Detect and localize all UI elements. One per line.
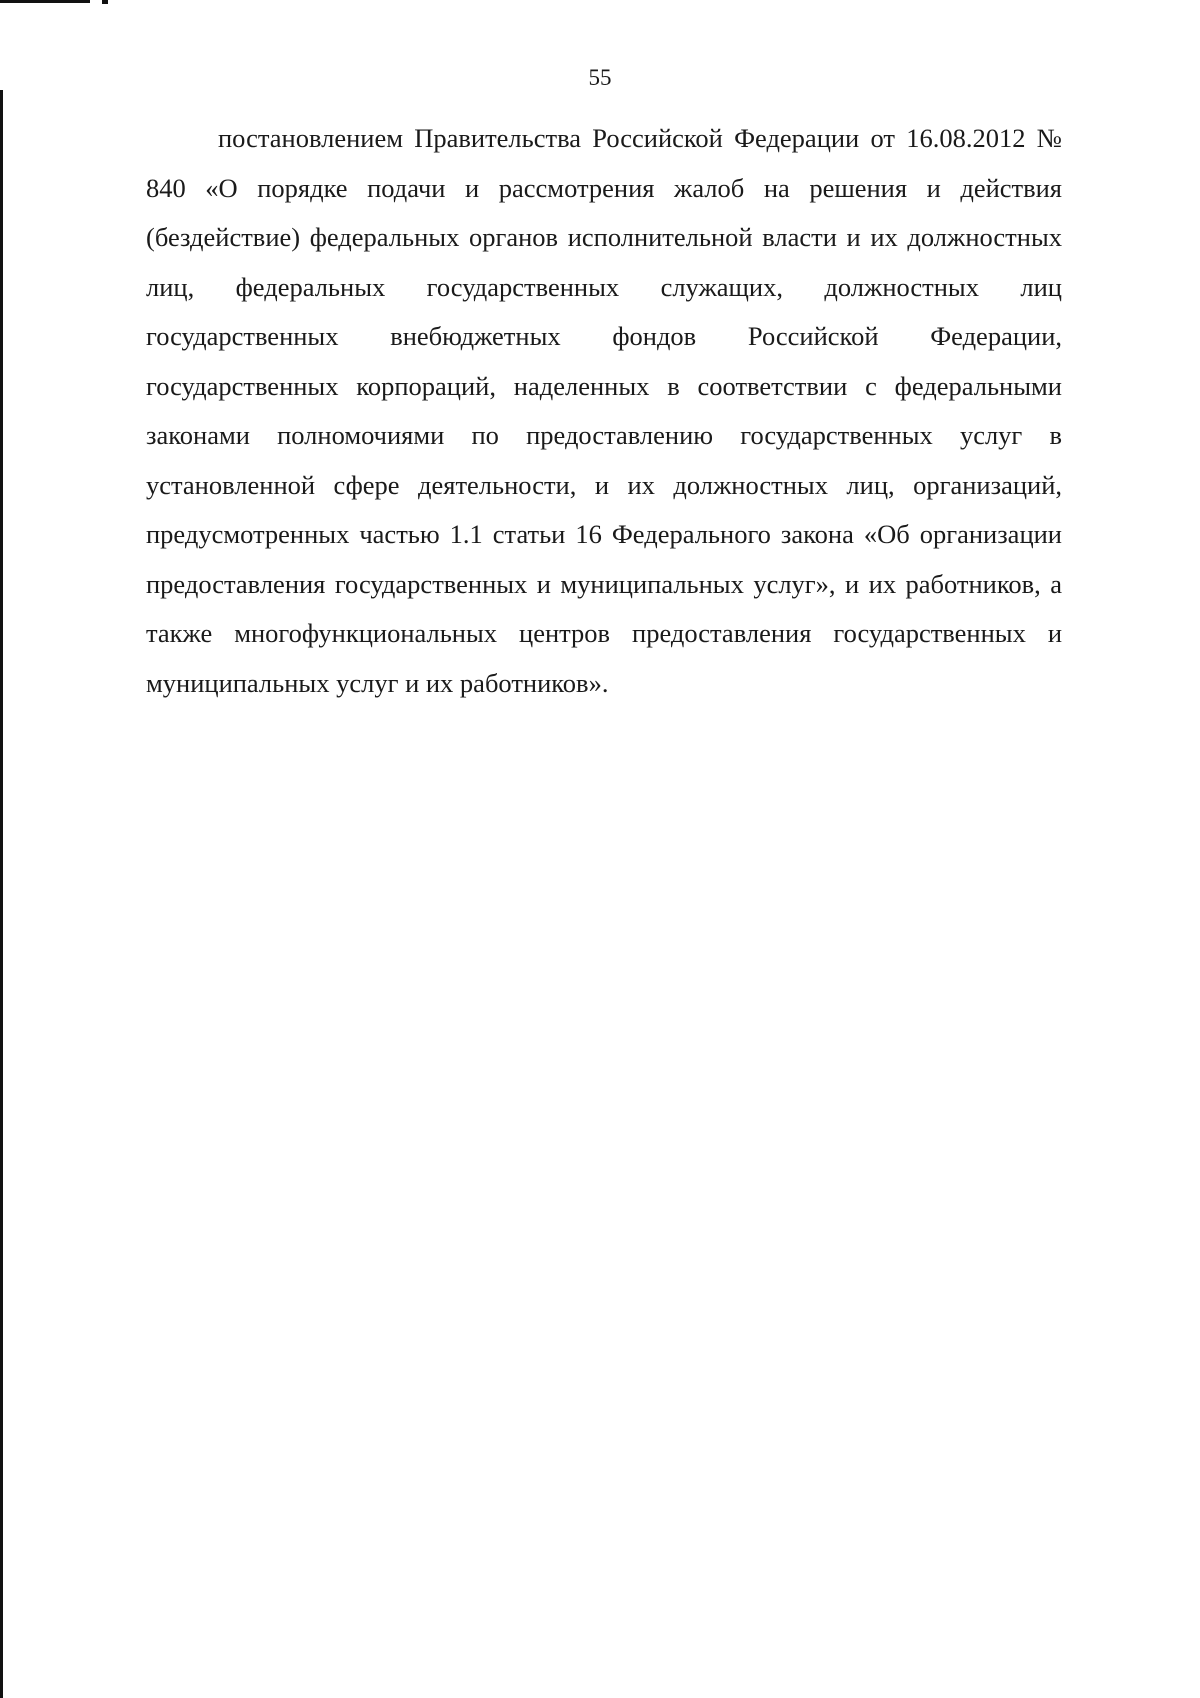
- scan-border-mark: [0, 0, 90, 3]
- scan-left-edge: [0, 90, 3, 1698]
- scan-border-dot: [102, 0, 108, 4]
- body-paragraph: постановлением Правительства Российской Федерации от 16.08.2012 № 840 «О порядке подачи и рассмотрения жалоб на решения и действия (бездействие) федеральных органов исполнительной власти и их должностных лиц, федеральных государственных служащих, должностных лиц государственных внебюджетных фондов Российской Федерации, государственных корпораций, наделенных в соответствии с федеральными законами полномочиями по предоставлению государственных услуг в установленной сфере деятельности, и их должностных лиц, организаций, предусмотренных частью 1.1 статьи 16 Федерального закона «Об организации предоставления государственных и муниципальных услуг», и их работников, а также многофункциональных центров предоставления государственных и муниципальных услуг и их работников».: [146, 123, 1062, 698]
- page-number: 55: [588, 65, 612, 90]
